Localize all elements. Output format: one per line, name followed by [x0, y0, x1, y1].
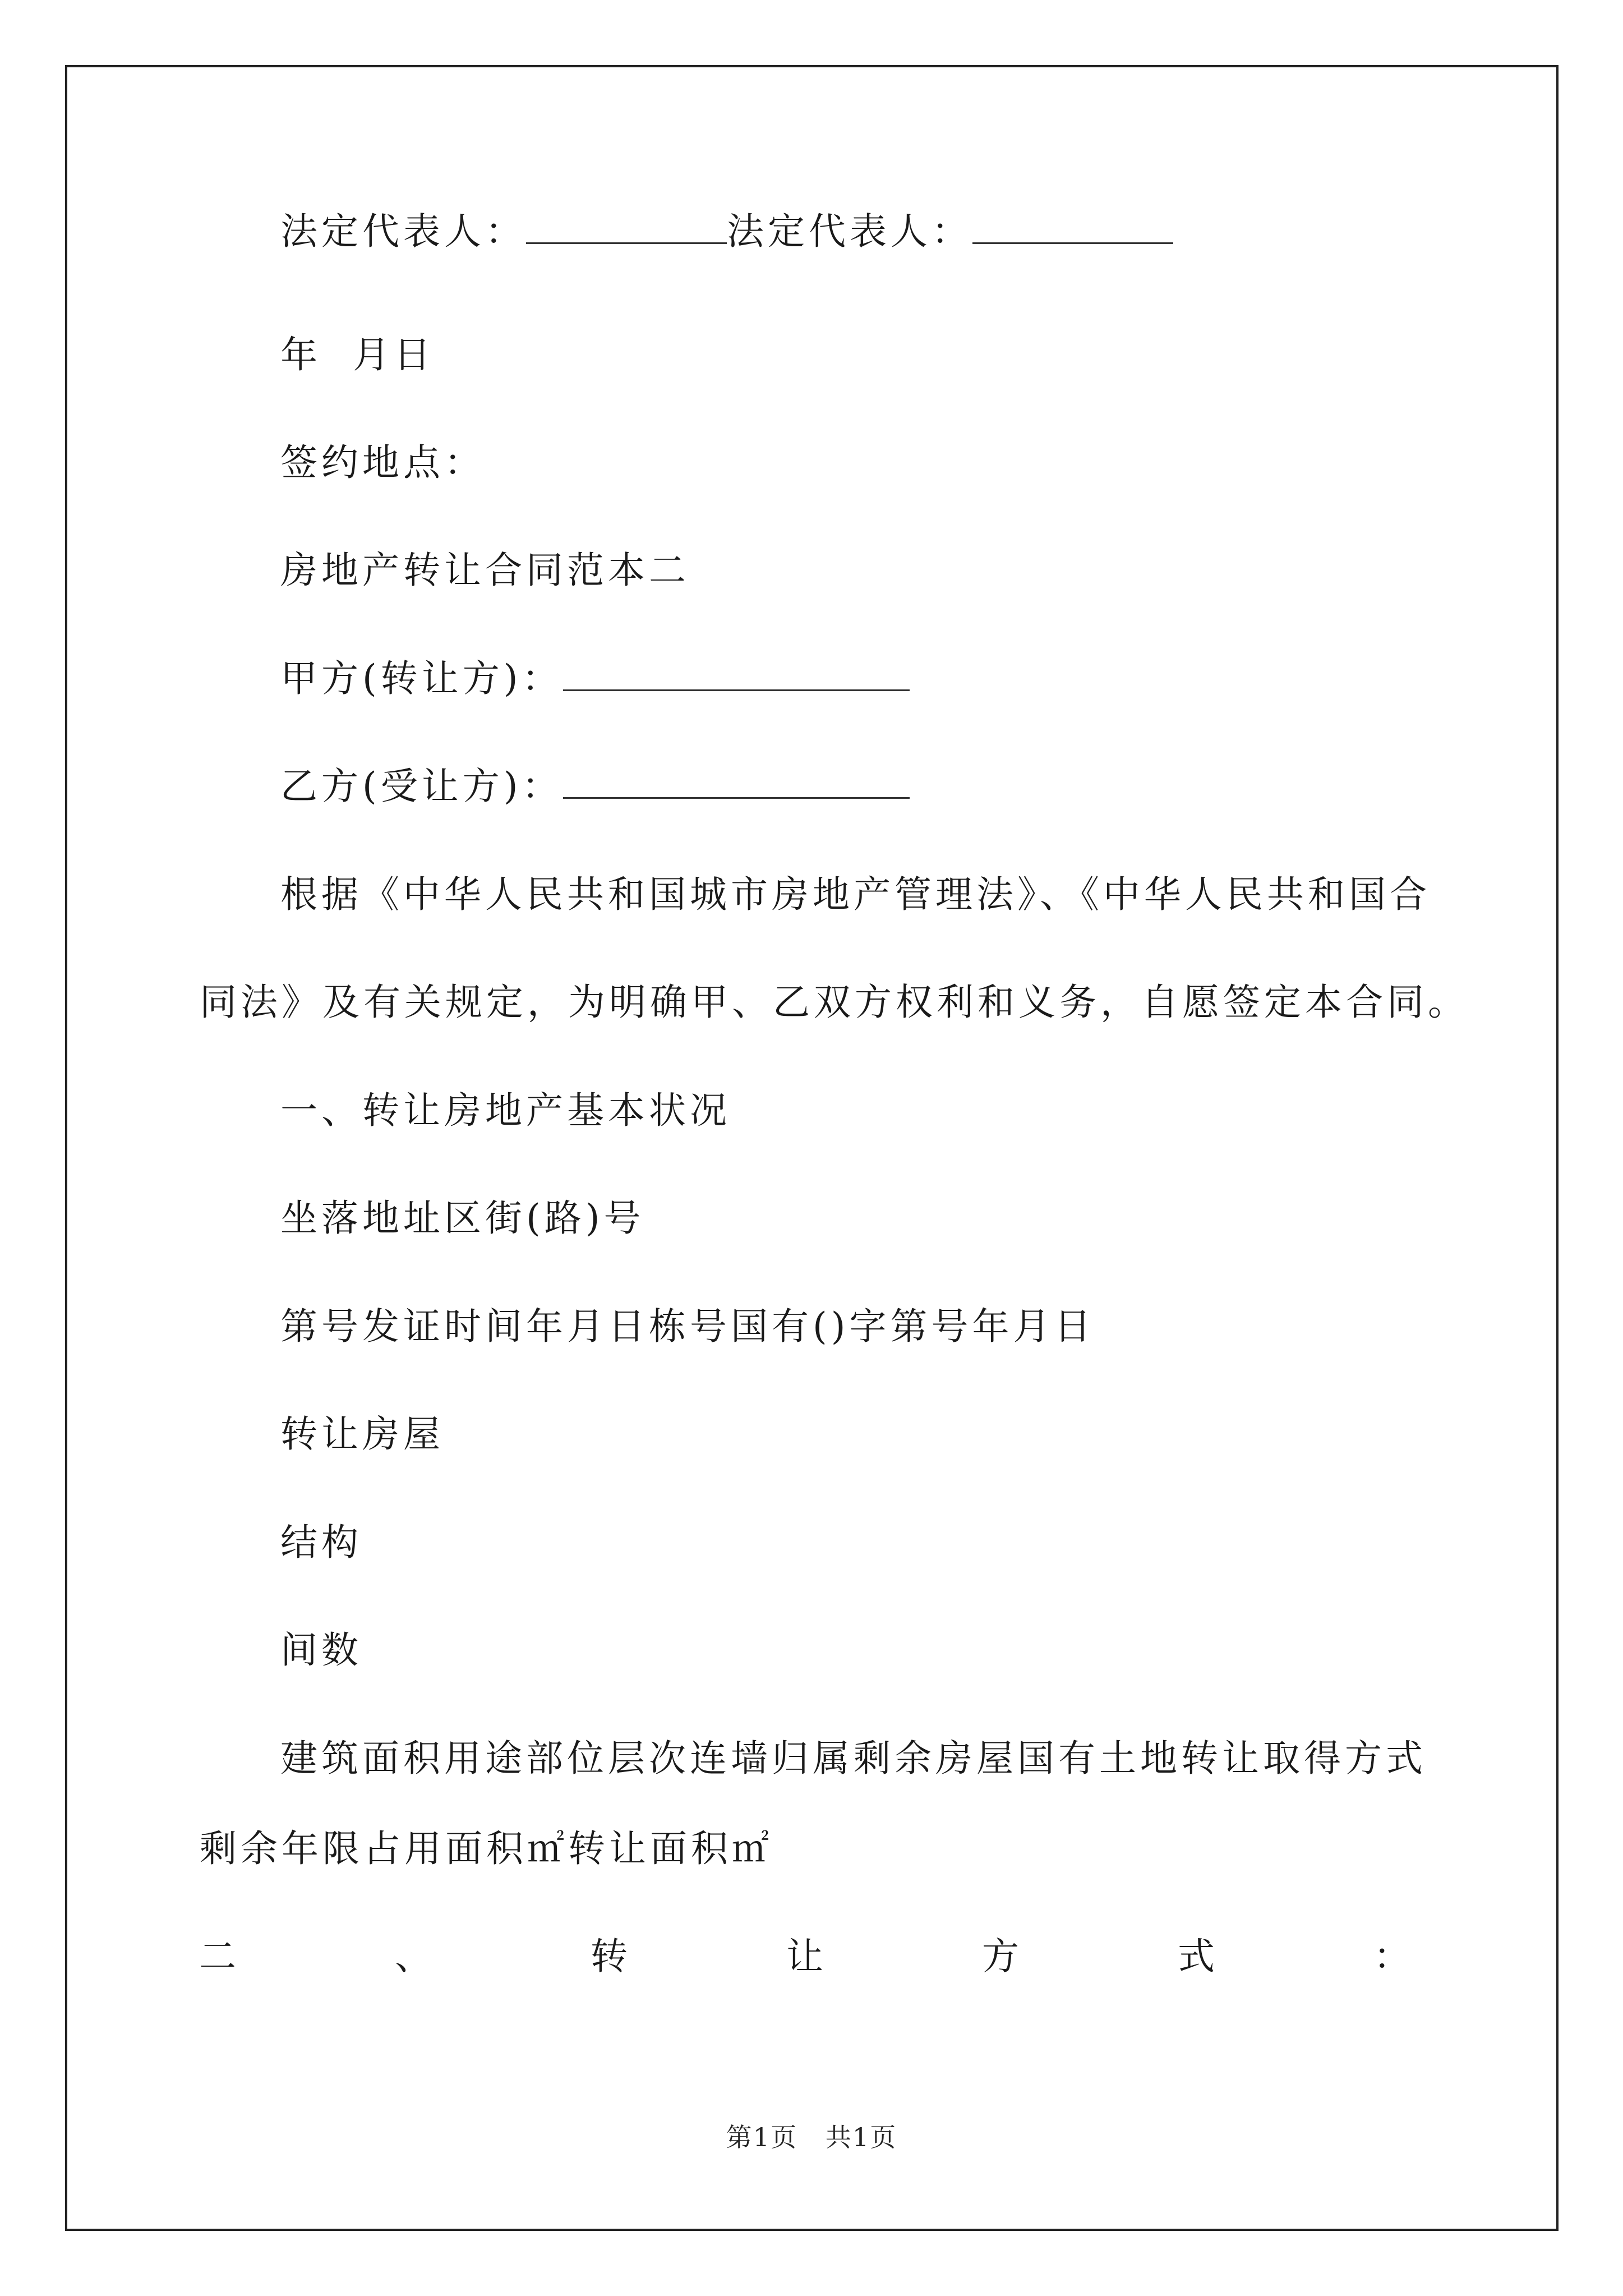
legal-rep-blank-b [972, 211, 1173, 244]
section-1-heading: 一、转让房地产基本状况 [280, 1089, 731, 1132]
party-b-line [280, 764, 910, 809]
section-2-char: ： [1373, 1935, 1410, 1978]
transfer-house-line: 转让房屋 [280, 1412, 444, 1456]
party-a-line [280, 656, 910, 701]
party-b-label: 乙方(受让方)： [280, 765, 563, 808]
legal-rep-label-a: 法定代表人： [280, 210, 526, 253]
date-line: 年 月日 [280, 333, 435, 376]
contract-title: 房地产转让合同范本二 [280, 549, 690, 592]
section-2-heading [199, 1934, 1410, 1979]
certificate-line: 第号发证时间年月日栋号国有()字第号年月日 [280, 1305, 1095, 1348]
section-2-char: 方 [982, 1935, 1019, 1978]
section-2-char: 式 [1178, 1935, 1215, 1978]
party-a-label: 甲方(转让方)： [280, 657, 563, 700]
rooms-line: 间数 [280, 1628, 362, 1672]
address-line: 坐落地址区街(路)号 [280, 1197, 645, 1240]
area-usage-line: 建筑面积用途部位层次连墙归属剩余房屋国有土地转让取得方式 [280, 1737, 1427, 1780]
legal-rep-blank-a [526, 211, 727, 244]
legal-rep-label-b: 法定代表人： [727, 210, 972, 253]
section-2-char: 二 [199, 1935, 236, 1978]
party-b-blank [563, 766, 910, 799]
section-2-char: 让 [786, 1935, 823, 1978]
page-border [65, 65, 1559, 2231]
preamble-line-1: 根据《中华人民共和国城市房地产管理法》、《中华人民共和国合 [280, 873, 1431, 916]
structure-line: 结构 [280, 1521, 362, 1564]
section-2-char: 、 [395, 1935, 432, 1978]
section-2-char: 转 [591, 1935, 628, 1978]
signing-place-line: 签约地点： [280, 441, 485, 484]
preamble-line-2: 同法》及有关规定，为明确甲、乙双方权利和义务，自愿签定本合同。 [200, 981, 1469, 1024]
legal-rep-line [280, 209, 1173, 254]
party-a-blank [563, 658, 910, 691]
page-footer: 第1页 共1页 [726, 2122, 897, 2152]
remaining-term-line: 剩余年限占用面积㎡转让面积㎡ [200, 1827, 773, 1870]
